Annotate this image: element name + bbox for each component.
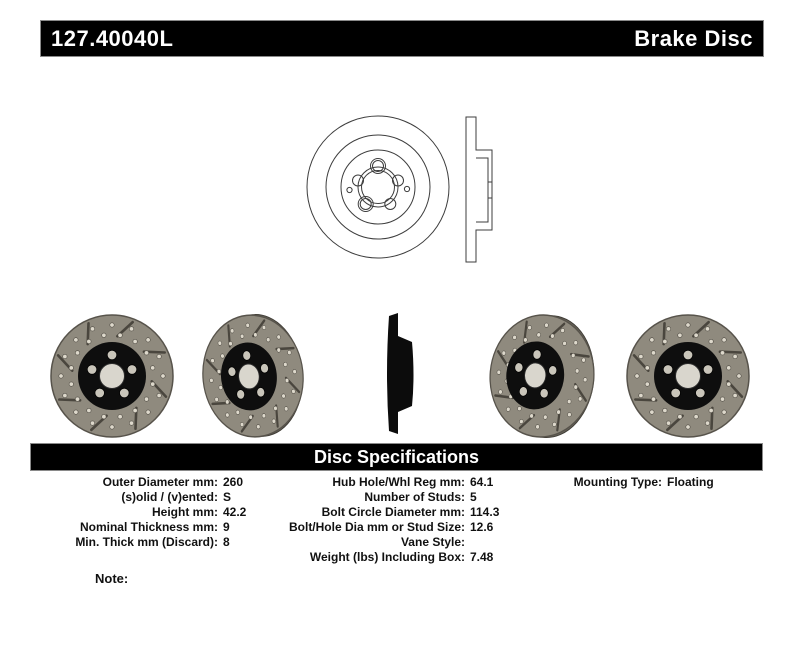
- spec-label: Outer Diameter mm:: [102, 475, 218, 489]
- spec-label: Bolt Circle Diameter mm:: [321, 505, 465, 519]
- spec-value: 12.6: [470, 520, 494, 534]
- spec-value: 5: [470, 490, 477, 504]
- header-bar: [40, 20, 764, 57]
- note-label: Note:: [95, 571, 129, 586]
- spec-label: Weight (lbs) Including Box:: [309, 550, 465, 564]
- rotor-photo-three-quarter-right: [485, 311, 599, 440]
- drawing-front-view: [307, 116, 449, 258]
- brake-disc-drawing-svg: [290, 100, 540, 275]
- spec-row: [260, 505, 499, 520]
- spec-label: Vane Style:: [400, 535, 465, 549]
- spec-row: [40, 475, 246, 490]
- spec-row: [260, 535, 499, 550]
- spec-label: (s)olid / (v)ented:: [121, 490, 218, 504]
- spec-value: 42.2: [223, 505, 247, 519]
- product-photos: [30, 300, 770, 440]
- spec-column-right: [558, 475, 714, 490]
- spec-row: [40, 520, 246, 535]
- spec-row: [40, 535, 246, 550]
- spec-value: 8: [223, 535, 230, 549]
- spec-label: Nominal Thickness mm:: [79, 520, 218, 534]
- spec-value: S: [223, 490, 232, 504]
- technical-drawing: [290, 100, 540, 275]
- spec-label: Hub Hole/Whl Reg mm:: [332, 475, 465, 489]
- rotor-photo-front-right: [627, 315, 749, 437]
- spec-column-left: [40, 475, 246, 550]
- spec-value: 7.48: [470, 550, 494, 564]
- spec-value: 64.1: [470, 475, 494, 489]
- drawing-cross-section: [466, 117, 492, 262]
- spec-label: Height mm:: [152, 505, 218, 519]
- rotor-photo-edge-profile: [387, 313, 414, 434]
- spec-value: 114.3: [470, 505, 500, 519]
- product-type-title: Brake Disc: [634, 25, 753, 51]
- spec-row: [260, 475, 499, 490]
- spec-label: Mounting Type:: [573, 475, 662, 489]
- part-number: 127.40040L: [51, 25, 174, 51]
- spec-row: [40, 505, 246, 520]
- spec-label: Min. Thick mm (Discard):: [75, 535, 218, 549]
- spec-value: 9: [223, 520, 230, 534]
- spec-row: [40, 490, 246, 505]
- spec-row: [558, 475, 714, 490]
- spec-section-title: Disc Specifications: [313, 446, 480, 467]
- rotor-photo-front-left: [51, 315, 173, 437]
- spec-section-header: [30, 443, 763, 471]
- spec-row: [260, 520, 499, 535]
- rotor-photo-three-quarter-left: [197, 310, 309, 440]
- spec-column-center: [260, 475, 499, 565]
- spec-value: Floating: [667, 475, 714, 489]
- spec-label: Number of Studs:: [364, 490, 465, 504]
- spec-row: [260, 490, 499, 505]
- spec-value: 260: [223, 475, 244, 489]
- rotor-photos-svg: [30, 300, 770, 440]
- spec-label: Bolt/Hole Dia mm or Stud Size:: [288, 520, 465, 534]
- spec-row: [260, 550, 499, 565]
